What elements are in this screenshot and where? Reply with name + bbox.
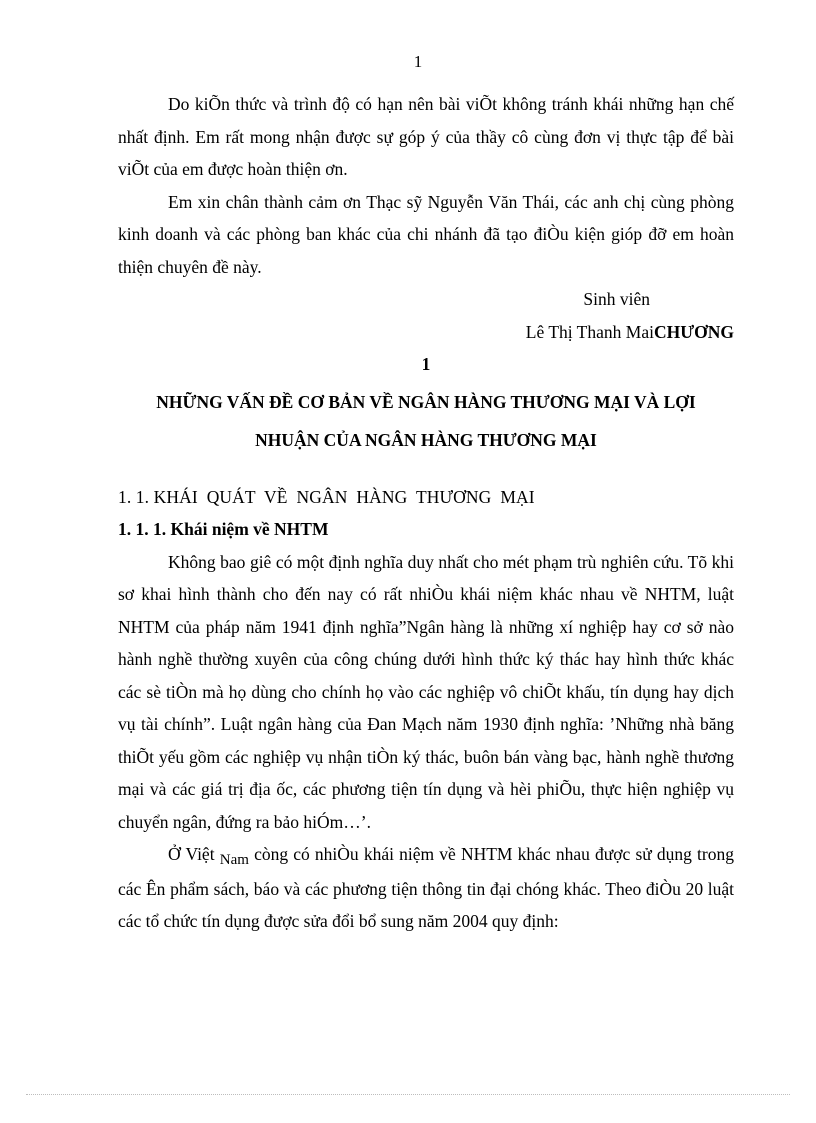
chapter-title	[118, 383, 734, 459]
paragraph-acknowledgement: Em xin chân thành cảm ơn Thạc sỹ Nguyễn Văn Thái, các anh chị cùng phòng kinh doanh và các phòng ban khác của chi nhánh đã tạo điÒu kiện gióp đỡ em hoàn thiện chuyên đề này.	[118, 191, 734, 277]
paragraph-vietnam-start: Ở Việt	[168, 844, 220, 864]
page-number: 1	[413, 52, 423, 71]
chapter-title-line-1: NHỮNG VẤN ĐỀ CƠ BẢN VỀ NGÂN HÀNG THƯƠNG MẠI VÀ LỢI	[156, 391, 696, 412]
paragraph-definitions: Không bao giê có một định nghĩa duy nhất cho mét phạm trù nghiên cứu. Tõ khi sơ khai hình thành cho đến nay có rất nhiÒu khái niệm khác nhau về NHTM, luật NHTM của pháp năm 1941 định nghĩa”Ngân hàng là những xí nghiệp hay cơ sở nào hành nghề thường xuyên của công chúng dưới hình thức ký thác hay hình thức khác các sè tiÒn mà họ dùng cho chính họ vào các nghiệp vô chiÕt khấu, tín dụng hay dịch vụ tài chính”. Luật ngân hàng của Đan Mạch năm 1930 định nghĩa: ’Những nhà băng thiÕt yếu gồm các nghiệp vụ nhận tiÒn ký thác, buôn bán vàng bạc, hành nghề thương mại và các giá trị địa ốc, các phương tiện tín dụng và hèi phiÕu, thực hiện nghiệp vụ chuyển ngân, đứng ra bảo hiÓm…’.	[118, 551, 734, 832]
section-heading: 1. 1. KHÁI QUÁT VỀ NGÂN HÀNG THƯƠNG MẠI	[118, 486, 535, 507]
signature-name: Lê Thị Thanh Mai	[525, 321, 654, 342]
signature-block	[118, 283, 734, 348]
signature-role: Sinh viên	[583, 289, 650, 309]
chapter-title-line-2: NHUẬN CỦA NGÂN HÀNG THƯƠNG MẠI	[255, 429, 597, 450]
footer-divider	[26, 1094, 790, 1095]
document-body	[118, 88, 734, 938]
subsection-heading: 1. 1. 1. Khái niệm về NHTM	[118, 519, 329, 539]
chapter-word: CHƯƠNG	[653, 321, 734, 342]
paragraph-vietnam	[118, 838, 734, 938]
paragraph-limitations: Do kiÕn thức và trình độ có hạn nên bài viÕt không tránh khái những hạn chế nhất định. Em rất mong nhận được sự góp ý của thầy cô cùng đơn vị thực tập để bài viÕt của em được hoàn thiện ơn.	[118, 94, 734, 179]
chapter-number: 1	[421, 354, 431, 374]
paragraph-vietnam-subscript: Nam	[219, 852, 249, 868]
paragraph-vietnam-rest: còng có nhiÒu khái niệm về NHTM khác nhau được sử dụng trong các Ên phẩm sách, báo và các phương tiện thông tin đại chóng khác. Theo điÒu 20 luật các tổ chức tín dụng được sửa đổi bổ sung năm 2004 quy định:	[118, 844, 734, 931]
signature-name-line	[118, 316, 734, 349]
